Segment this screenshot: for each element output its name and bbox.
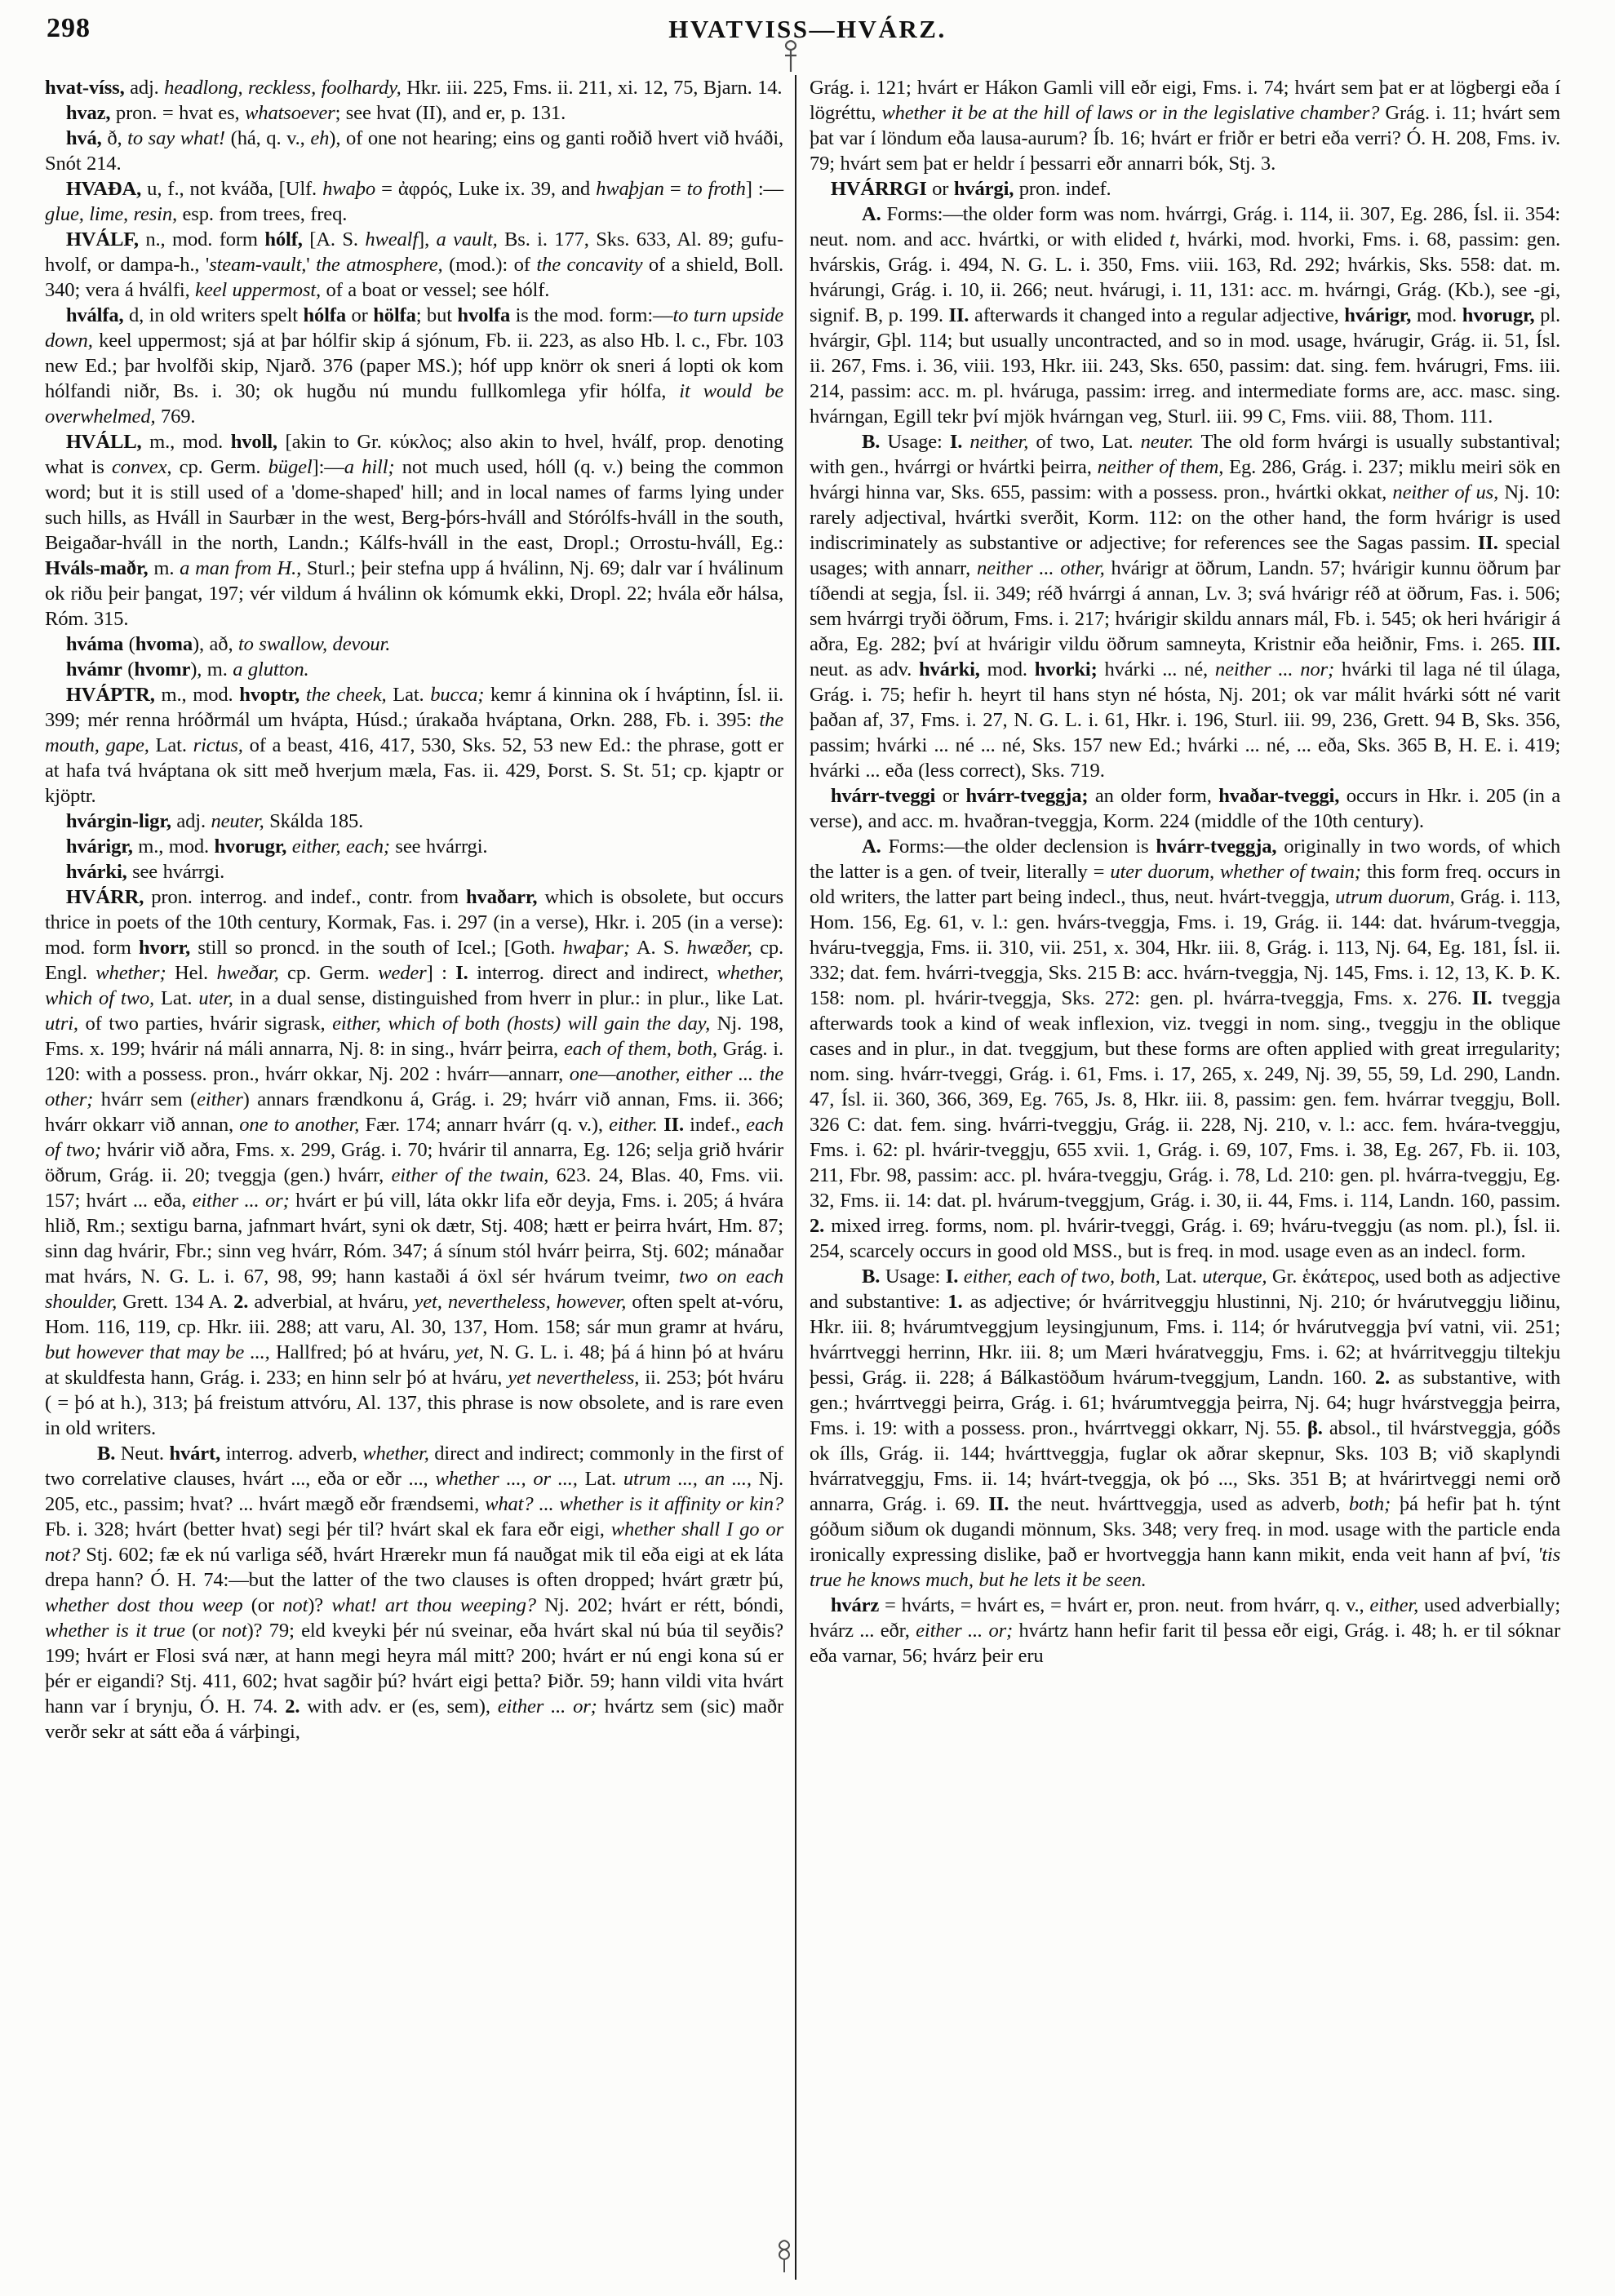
- dictionary-paragraph: B. Neut. hvárt, interrog. adverb, whether, direct and indirect; commonly in the first of two correlative clauses, hvárt ..., eða or eðr ..., whether ..., or ..., Lat. utrum ..., an ..., Nj. 205, etc., passim; hvat? ... hvárt mægð eðr frændsemi, what? ... whether is it affinity or kin? Fb. i. 328; hvárt (better hvat) segi þér til? hvárt skal ek fara eðr eigi, whether shall I go or not? Stj. 602; fæ ek nú varliga séð, hvárt Hrærekr mun fá nauðgat mik til eða eigi at ek láta drepa hann? Ó. H. 74:—but the latter of the two clauses is often dropped; hvárt grætr þú, whether dost thou weep (or not)? what! art thou weeping? Nj. 202; hvárt er rétt, bóndi, whether is it true (or not)? 79; eld kveyki þér nú sveinar, eða hvárt skal nú búa til seyðis? 199; hvárt er Flosi svá nær, at hann megi heyra mál mitt? 200; hvárt er nú engi kona sú er þér er eigandi? Stj. 411, 602; hvat sagðir þú? hvárt eigi þetta? Þiðr. 59; hann vildi vita hvárt hann var í brynju, Ó. H. 74. 2. with adv. er (es, sem), either ... or; hvártz sem (sic) maðr verðr sekr at sátt eða á várþingi,: [45, 1443, 784, 1743]
- dictionary-paragraph: hvárgin-ligr, adj. neuter, Skálda 185.: [65, 810, 364, 832]
- dictionary-paragraph: A. Forms:—the older declension is hvárr-tveggja, originally in two words, of which the latter is a gen. of tveir, literally = uter duorum, whether of twain; this form freq. occurs in old writers, the latter part being indecl., thus, neut. hvárt-tveggja, utrum duorum, Grág. i. 113, Hom. 156, Eg. 61, v. l.: gen. hvárs-tveggja, Fms. i. 19, Grág. ii. 144: dat. hvárum-tveggja, hváru-tveggja, Fms. ii. 310, vii. 251, x. 304, Hkr. iii. 8, Grág. i. 113, Nj. 64, Eg. 181, Ísl. ii. 332; dat. fem. hvárri-tveggja, Sks. 215 B: acc. hvárn-tveggja, Nj. 145, Fms. i. 12, 13, K. Þ. K. 158: nom. pl. hvárir-tveggja, Sks. 272: gen. pl. hvárra-tveggja, Fms. x. 276. II. tveggja afterwards took a kind of weak inflexion, viz. tveggi in nom. sing., tveggju in the oblique cases and in plur., in dat. tveggjum, but these forms are often applied with great irregularity; nom. sing. hvárr-tveggi, Grág. i. 61, Fms. i. 17, 265, x. 249, Nj. 39, 55, 59, Ld. 290, Landn. 47, Ísl. ii. 360, 366, 369, Eg. 765, Js. 8, Hkr. iii. 8, passim: gen. fem. hvárrar tveggju, Boll. 326 C: dat. fem. sing. hvárri-tveggju, Grág. ii. 228, Nj. 210, v. l.: acc. fem. hvára-tveggju, Fms. i. 62: pl. hvárir-tveggju, 655 xvii. 1, Grág. i. 69, 107, Fms. i. 38, Eg. 267, Fb. ii. 103, 211, Fbr. 98, passim: acc. pl. hvára-tveggju, Grág. i. 78, Ld. 210: gen. pl. hvárra-tveggju, Eg. 32, Fms. ii. 14: dat. pl. hvárum-tveggjum, Grág. i. 30, ii. 44, Fms. i. 114, Landn. 160, passim. 2. mixed irreg. forms, nom. pl. hvárir-tveggi, Grág. i. 69; hváru-tveggju (as nom. pl.), Ísl. ii. 254, scarcely occurs in good old MSS., but is freq. in mod. usage even as an indecl. form.: [810, 836, 1560, 1262]
- dictionary-paragraph: HVAÐA, u, f., not kváða, [Ulf. hwaþo = ἀφρός, Luke ix. 39, and hwaþjan = to froth] :—glue, lime, resin, esp. from trees, freq.: [45, 178, 784, 225]
- dictionary-paragraph: hvárigr, m., mod. hvorugr, either, each; see hvárrgi.: [65, 836, 488, 858]
- page-header: [0, 11, 1615, 54]
- dictionary-paragraph: HVÁRRGI or hvárgi, pron. indef.: [830, 178, 1111, 200]
- printers-mark-icon: [772, 2237, 796, 2279]
- dictionary-paragraph: HVÁLL, m., mod. hvoll, [akin to Gr. κύκλος; also akin to hvel, hválf, prop. denoting what is convex, cp. Germ. bügel]:—a hill; not much used, hóll (q. v.) being the common word; but it is still used of a 'dome-shaped' hill; and in local names of farms lying under such hills, as Hváll in Saurbær in the west, Berg-þórs-hváll and Stórólfs-hváll in the south, Beigaðar-hváll in the north, Landn.; Kálfs-hváll in the east, Dropl.; Orrostu-hváll, Eg.: Hváls-maðr, m. a man from H., Sturl.; þeir stefna upp á hválinn, Nj. 69; dalr var í hválinum ok riðu þeir þangat, 197; vér vildum á hválinn ok kómumk ekki, Dropl. 22; hvála eðr hálsa, Róm. 315.: [45, 431, 783, 630]
- right-column: [796, 75, 1560, 2280]
- dictionary-paragraph: B. Usage: I. neither, of two, Lat. neuter. The old form hvárgi is usually substantival; with gen., hvárrgi or hvártki þeirra, neither of them, Eg. 286, Grág. i. 237; miklu meiri sök en hvárgi hinna var, Sks. 655, passim: with a possess. pron., hvártki okkat, neither of us, Nj. 10: rarely adjectival, hvártki sverðit, Korm. 112: on the other hand, the form hvárigr is used indiscriminately as substantive or adjective; for references see the Sagas passim. II. special usages; with annarr, neither ... other, hvárigr at öðrum, Landn. 57; hvárigir kunnu öðrum þar tíðendi at segja, Ísl. ii. 349; réð hvárrgi á annan, Lv. 3; svá hvárigr réð at öðrum, Fas. i. 506; sem hvárrgi tryði öðrum, Fms. i. 217; hvárigir skildu annars mál, Fb. i. 545; ok heri hvárigir á aðra, Eg. 282; því at hvárigir vildu öðrum samneyta, Kristnir eða heiðnir, Fms. i. 265. III. neut. as adv. hvárki, mod. hvorki; hvárki ... né, neither ... nor; hvárki til laga né til úlaga, Grág. i. 75; hefir h. heyrt til hans styn né hósta, Nj. 201; ok var málit hvárki sótt né varit þaðan af, 37, Fms. i. 27, N. G. L. i. 61, Hkr. i. 196, Sturl. iii. 99, 236, Grett. 94 B, Sks. 356, passim; hvárki ... né ... né, Sks. 157 new Ed.; hvárki ... né, ... eða, Sks. 365 B, H. E. i. 419; hvárki ... eða (less correct), Sks. 719.: [810, 431, 1561, 782]
- left-column: [45, 75, 795, 2280]
- text-columns: [45, 75, 1573, 2280]
- dictionary-paragraph: hválfa, d, in old writers spelt hólfa or hölfa; but hvolfa is the mod. form:—to turn upside down, keel uppermost; sjá at þar hólfir skip á sjónum, Fb. ii. 223, as also Hb. l. c., Fbr. 103 new Ed.; þar hvolfði skip, Njarð. 376 (paper MS.); hóf upp knörr ok sneri á lopti ok kom hólfandi niðr, Bs. i. 30; ok hugðu nú mundu fullkomlega yfir hólfa, it would be overwhelmed, 769.: [45, 304, 784, 428]
- page-number: 298: [47, 13, 91, 43]
- dictionary-paragraph: hvárr-tveggi or hvárr-tveggja; an older form, hvaðar-tveggi, occurs in Hkr. i. 205 (in a verse), and acc. m. hvaðran-tveggja, Korm. 224 (middle of the 10th century).: [810, 785, 1560, 832]
- dictionary-paragraph: B. Usage: I. either, each of two, both, Lat. uterque, Gr. ἑκάτερος, used both as adjective and substantive: 1. as adjective; ór hvárritveggju hlustinni, Nj. 210; ór hvárutveggju liðinu, Hkr. iii. 8; hvárumtveggjum leysingjunum, Fms. i. 114; ór hvárutveggja því vatni, vii. 251; hvárrtveggi herrinn, Hkr. iii. 8; um Mæri hváratveggju, Fms. i. 62; at hvárritveggju tiltekju þessi, Grág. ii. 228; á Bálkastöðum hvárum-tveggjum, Landn. 160. 2. as substantive, with gen.; hvárrtveggi þeirra, Grág. i. 61; hvárumtveggja þeirra, Nj. 64; hugr hvárstveggja þeirra, Fms. i. 19: with a possess. pron., hvárrtveggi okkarr, Nj. 55. β. absol., til hvárstveggja, góðs ok ílls, Grág. ii. 144; hvárttveggja, fuglar ok aðrar skepnur, Sks. 103 B; við skaplyndi hvárratveggju, Fms. ii. 14; hvárt-tveggja, ok þó ..., Sks. 351 B; at hvárirtveggi nemi orð annarra, Grág. i. 69. II. the neut. hvárttveggja, used as adverb, both; þá hefir þat h. týnt góðum siðum ok dugandi mönnum, Sks. 348; very freq. in mod. usage with the particle enda ironically expressing dislike, það er hvortveggja hann kann mikit, enda veit hann af því, 'tis true he knows much, but he lets it be seen.: [810, 1265, 1561, 1591]
- dictionary-paragraph: hvárki, see hvárrgi.: [65, 861, 225, 883]
- dictionary-paragraph: hvá, ð, to say what! (há, q. v., eh), of one not hearing; eins og ganti roðið hvert við hváði, Snót 214.: [45, 127, 784, 175]
- dictionary-paragraph: hvat-víss, adj. headlong, reckless, foolhardy, Hkr. iii. 225, Fms. ii. 211, xi. 12, 75, Bjarn. 14.: [45, 77, 783, 99]
- page-title: HVATVISS—HVÁRZ.: [668, 15, 947, 43]
- dictionary-paragraph: A. Forms:—the older form was nom. hvárrgi, Grág. i. 114, ii. 307, Eg. 286, Ísl. ii. 354: neut. nom. and acc. hvártki, or with elided t, hvárki, mod. hvorki, Fms. i. 68, passim: gen. hvárskis, Grág. i. 494, N. G. L. i. 350, Fms. viii. 163, Rd. 292; hvárkis, Sks. 558: dat. m. hvárungi, Grág. i. 10, ii. 266; neut. hvárugi, i. 11, 131: acc. m. hvárngi, Grág. (Kb.), see -gi, signif. B, p. 199. II. afterwards it changed into a regular adjective, hvárigr, mod. hvorugr, pl. hvárgir, Gþl. 114; but usually uncontracted, and so in mod. usage, hvárugir, Grág. ii. 51, Ísl. ii. 267, Fms. i. 36, viii. 193, Hkr. iii. 243, Sks. 650, passim: dat. sing. fem. hvárugri, Fms. iii. 214, passim: acc. m. pl. hváruga, passim: irreg. and intermediate forms are, acc. masc. sing. hvárngan, Egill tekr því mjök hvárngan veg, Sturl. iii. 99 C, Fms. viii. 88, Thom. 111.: [810, 203, 1561, 428]
- dictionary-paragraph: HVÁPTR, m., mod. hvoptr, the cheek, Lat. bucca; kemr á kinnina ok í hváptinn, Ísl. ii. 399; mér renna hróðrmál um hvápta, Húsd.; úrakaða hváptana, Orkn. 288, Fb. i. 395: the mouth, gape, Lat. rictus, of a beast, 416, 417, 530, Sks. 52, 53 new Ed.: the phrase, gott er at hafa tvá hváptana ok sitt með hverjum mæla, Fas. ii. 429, Þorst. S. St. 51; cp. kjaptr or kjöptr.: [45, 684, 783, 807]
- dictionary-paragraph: HVÁRR, pron. interrog. and indef., contr. from hvaðarr, which is obsolete, but occurs thrice in poets of the 10th century, Kormak, Fas. i. 297 (in a verse), Hkr. i. 205 (in a verse): mod. form hvorr, still so proncd. in the south of Icel.; [Goth. hwaþar; A. S. hwæðer, cp. Engl. whether; Hel. hweðar, cp. Germ. weder] : I. interrog. direct and indirect, whether, which of two, Lat. uter, in a dual sense, distinguished from hverr in plur.: in plur., like Lat. utri, of two parties, hvárir sigrask, either, which of both (hosts) will gain the day, Nj. 198, Fms. x. 199; hvárir ná máli annarra, Nj. 8: in sing., hvárr þeirra, each of them, both, Grág. i. 120: with a possess. pron., hvárr okkar, Nj. 202 : hvárr—annarr, one—another, either ... the other; hvárr sem (either) annars frændkonu á, Grág. i. 29; hvárr við annan, Fms. ii. 366; hvárr okkarr við annan, one to another, Fær. 174; annarr hvárr (q. v.), either. II. indef., each of two; hvárir við aðra, Fms. x. 299, Grág. i. 70; hvárir til annarra, Eg. 126; selja grið hvárir öðrum, Grág. ii. 20; tveggja (gen.) hvárr, either of the twain, 623. 24, Blas. 40, Fms. vii. 157; hvárt ... eða, either ... or; hvárt er þú vill, láta okkr lifa eðr deyja, Fms. i. 205; á hvára hlið, Rm.; sextigu barna, jafnmart hvárt, syni ok dætr, Stj. 408; hætt er þeirra hvárt, Hm. 87; sinn dag hvárir, Fbr.; sinn veg hvárr, Róm. 347; á sínum stól hvárr þeirra, Stj. 602; mánaðar mat hvárs, N. G. L. i. 67, 98, 99; hann kastaði á öxl sér hvárum tveimr, two on each shoulder, Grett. 134 A. 2. adverbial, at hváru, yet, nevertheless, however, often spelt at-vóru, Hom. 116, 119, cp. Hkr. iii. 288; att varu, Al. 30, 137, Hom. 158; sár mun gramr at hváru, but however that may be ..., Hallfred; þó at hváru, yet, N. G. L. i. 48; þá á hinn þó at hváru at skuldfesta hann, Grág. i. 233; en hinn selr þó at hváru, yet nevertheless, ii. 253; þót hváru ( = þó at h.), 313; þá freistum attvóru, Al. 137, this phrase is now obsolete, and is rare even in old writers.: [45, 886, 784, 1439]
- dictionary-paragraph: Grág. i. 121; hvárt er Hákon Gamli vill eðr eigi, Fms. i. 74; hvárt sem þat er at lögbergi eða í lögréttu, whether it be at the hill of laws or in the legislative chamber? Grág. i. 11; hvárt sem þat var í löndum eða lausa-aurum? Íb. 16; hvárt er friðr er betri eða verri? Ó. H. 208, Fms. iv. 79; hvárt sem þat er heldr í þessarri eðr annarri bók, Stj. 3.: [810, 77, 1560, 175]
- printers-mark-icon: [777, 39, 805, 79]
- dictionary-paragraph: hvaz, pron. = hvat es, whatsoever; see hvat (II), and er, p. 131.: [65, 102, 566, 124]
- dictionary-paragraph: hvárz = hvárts, = hvárt es, = hvárt er, pron. neut. from hvárr, q. v., either, used adverbially; hvárz ... eðr, either ... or; hvártz hann hefir farit til þessa eðr eigi, Grág. i. 48; h. er til sóknar eða varnar, 56; hvárz þeir eru: [810, 1594, 1560, 1667]
- dictionary-paragraph: hváma (hvoma), að, to swallow, devour.: [65, 633, 391, 655]
- dictionary-paragraph: hvámr (hvomr), m. a glutton.: [65, 658, 309, 680]
- dictionary-paragraph: HVÁLF, n., mod. form hólf, [A. S. hwealf], a vault, Bs. i. 177, Sks. 633, Al. 89; gufu-hvolf, or dampa-h., 'steam-vault,' the atmosphere, (mod.): of the concavity of a shield, Boll. 340; vera á hválfi, keel uppermost, of a boat or vessel; see hólf.: [45, 228, 784, 301]
